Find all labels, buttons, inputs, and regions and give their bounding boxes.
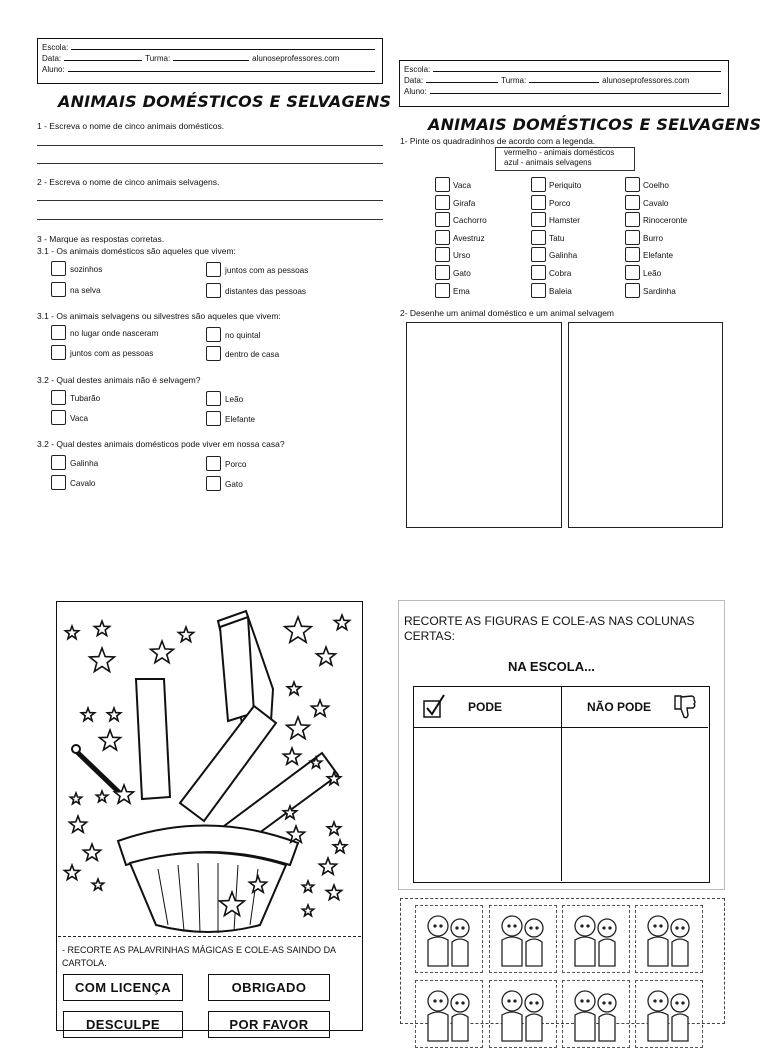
answer-line[interactable]	[37, 163, 383, 164]
checkbox[interactable]	[51, 345, 66, 360]
escola-line: Escola:	[42, 41, 378, 52]
star-icon	[92, 879, 103, 890]
option-label: na selva	[70, 286, 101, 295]
aluno-line: Aluno:	[42, 63, 378, 74]
left-q31b: 3.1 - Os animais selvagens ou silvestres são aqueles que vivem:	[37, 311, 281, 321]
animal-label: Periquito	[549, 181, 582, 190]
checkbox[interactable]	[206, 346, 221, 361]
animal-label: Cavalo	[643, 198, 669, 208]
animal-checkbox[interactable]	[531, 177, 546, 192]
animal-checkbox[interactable]	[625, 247, 640, 262]
column-pode: PODE	[468, 700, 503, 714]
animal-checkbox[interactable]	[435, 195, 450, 210]
child-figure-icon	[563, 906, 629, 972]
option-label: juntos com as pessoas	[225, 266, 309, 275]
checkbox[interactable]	[206, 327, 221, 342]
answer-line[interactable]	[37, 219, 383, 220]
escola-line: Escola:	[404, 63, 724, 74]
checkbox[interactable]	[206, 411, 221, 426]
child-figure-icon	[490, 906, 556, 972]
left-q32b: 3.2 - Qual destes animais domésticos pode viver em nossa casa?	[37, 439, 285, 449]
data-field[interactable]	[426, 82, 498, 83]
turma-field[interactable]	[529, 82, 599, 83]
star-icon	[64, 865, 79, 880]
animal-label: Urso	[453, 251, 471, 261]
option-label: distantes das pessoas	[225, 287, 307, 296]
color-legend	[495, 147, 635, 171]
animal-checkbox[interactable]	[435, 247, 450, 262]
cutout-scene-card[interactable]	[562, 905, 630, 973]
checkbox[interactable]	[51, 261, 66, 276]
animal-checkbox[interactable]	[435, 265, 450, 280]
right-q1: 1- Pinte os quadradinhos de acordo com a legenda.	[400, 136, 596, 146]
star-icon	[317, 647, 336, 665]
left-q2: 2 - Escreva o nome de cinco animais selvagens.	[37, 177, 220, 187]
legend-red: vermelho - animais domésticos	[504, 148, 615, 157]
option-label: dentro de casa	[225, 350, 280, 359]
aluno-field[interactable]	[430, 93, 721, 94]
star-icon	[285, 617, 312, 642]
animal-label: Vaca	[453, 181, 472, 190]
option-label: Gato	[225, 480, 243, 489]
draw-box-domestic[interactable]	[406, 322, 562, 528]
option-label: Elefante	[225, 415, 256, 424]
left-q1: 1 - Escreva o nome de cinco animais domésticos.	[37, 121, 225, 131]
star-icon	[283, 748, 300, 764]
checkbox[interactable]	[206, 262, 221, 277]
animal-label: Galinha	[549, 251, 578, 261]
star-icon	[100, 730, 121, 750]
checkbox[interactable]	[51, 282, 66, 297]
cutout-scene-card[interactable]	[635, 980, 703, 1048]
star-icon	[83, 844, 100, 860]
site-label: alunoseprofessores.com	[252, 54, 340, 63]
option-label: juntos com as pessoas	[70, 349, 154, 358]
checkbox[interactable]	[206, 283, 221, 298]
option-label: Galinha	[70, 459, 99, 468]
star-icon	[311, 700, 328, 716]
star-icon	[287, 717, 310, 739]
star-icon	[81, 708, 94, 721]
star-icon	[334, 615, 349, 630]
star-icon	[327, 822, 340, 835]
animal-label: Cachorro	[453, 216, 487, 226]
word-obrigado[interactable]: OBRIGADO	[208, 974, 330, 1001]
data-field[interactable]	[64, 60, 142, 61]
animal-checkbox[interactable]	[531, 283, 546, 298]
cutout-scene-card[interactable]	[562, 980, 630, 1048]
data-line: Data: Turma: alunoseprofessores.com	[42, 54, 340, 63]
child-figure-icon	[636, 981, 702, 1047]
magic-instruction: - RECORTE AS PALAVRINHAS MÁGICAS E COLE-AS SAINDO DA CARTOLA.	[62, 945, 336, 968]
answer-line[interactable]	[37, 145, 383, 146]
escola-field[interactable]	[433, 71, 721, 72]
paper-strip	[136, 679, 170, 799]
option-label: no quintal	[225, 331, 261, 340]
school-subtitle: NA ESCOLA...	[508, 659, 595, 674]
cutout-scene-card[interactable]	[489, 905, 557, 973]
animal-label: Porco	[549, 198, 571, 208]
checkbox[interactable]	[206, 456, 221, 471]
checkbox[interactable]	[206, 476, 221, 491]
child-figure-icon	[636, 906, 702, 972]
option-label: no lugar onde nasceram	[70, 329, 159, 338]
option-label: Leão	[225, 395, 244, 404]
option-label: Tubarão	[70, 394, 101, 403]
animal-checkbox[interactable]	[435, 230, 450, 245]
star-icon	[302, 881, 313, 892]
animal-label: Girafa	[453, 198, 476, 208]
thumbs-down-icon	[672, 693, 698, 721]
child-figure-icon	[416, 906, 482, 972]
star-icon	[302, 905, 313, 916]
magic-hat-illustration	[58, 603, 361, 933]
sort-table	[413, 686, 710, 883]
right-q2: 2- Desenhe um animal doméstico e um animal selvagem	[400, 308, 615, 318]
animal-label: Tatu	[549, 233, 565, 243]
table-column-divider	[561, 687, 562, 881]
animal-checkbox[interactable]	[531, 265, 546, 280]
hat-dashed-divider	[58, 936, 361, 937]
draw-box-wild[interactable]	[568, 322, 723, 528]
animal-label: Sardinha	[643, 286, 676, 296]
right-title: ANIMAIS DOMÉSTICOS E SELVAGENS	[428, 115, 762, 134]
star-icon	[319, 858, 336, 874]
answer-line[interactable]	[37, 200, 383, 201]
animal-checkbox[interactable]	[625, 212, 640, 227]
animal-label: Baleia	[549, 286, 572, 296]
star-icon	[326, 885, 341, 900]
animal-label: Gato	[453, 269, 471, 278]
word-desculpe[interactable]: DESCULPE	[63, 1011, 183, 1038]
animal-checkbox[interactable]	[625, 265, 640, 280]
star-icon	[107, 708, 120, 721]
animal-label: Cobra	[549, 269, 572, 278]
star-icon	[94, 621, 109, 636]
cutout-scene-card[interactable]	[415, 905, 483, 973]
turma-field[interactable]	[173, 60, 249, 61]
cutout-scene-card[interactable]	[415, 980, 483, 1048]
star-icon	[151, 641, 174, 663]
star-icon	[70, 793, 81, 804]
data-line: Data: Turma: alunoseprofessores.com	[404, 76, 690, 85]
checkbox[interactable]	[51, 390, 66, 405]
animal-checkbox[interactable]	[531, 212, 546, 227]
animal-checkbox[interactable]	[531, 195, 546, 210]
animal-label: Rinoceronte	[643, 216, 688, 226]
checkbox[interactable]	[206, 391, 221, 406]
star-icon	[96, 791, 107, 802]
child-figure-icon	[416, 981, 482, 1047]
left-header-box	[37, 38, 383, 84]
child-figure-icon	[490, 981, 556, 1047]
right-header-box	[399, 60, 729, 107]
left-q3: 3 - Marque as respostas corretas.	[37, 234, 165, 244]
checkbox[interactable]	[51, 410, 66, 425]
animal-checkbox[interactable]	[435, 212, 450, 227]
animal-label: Coelho	[643, 181, 669, 190]
animal-checkbox[interactable]	[625, 283, 640, 298]
animal-checkbox[interactable]	[625, 230, 640, 245]
star-icon	[333, 840, 346, 853]
checkbox-check-icon	[422, 693, 446, 719]
word-por-favor[interactable]: POR FAVOR	[208, 1011, 330, 1038]
paper-strip	[220, 617, 254, 721]
aluno-field[interactable]	[68, 71, 375, 72]
legend-blue: azul - animais selvagens	[504, 158, 592, 167]
option-label: Porco	[225, 460, 247, 469]
animal-label: Hamster	[549, 216, 580, 226]
checkbox[interactable]	[51, 455, 66, 470]
animal-checkbox[interactable]	[531, 247, 546, 262]
site-label: alunoseprofessores.com	[602, 76, 690, 85]
left-q31a: 3.1 - Os animais domésticos são aqueles que vivem:	[37, 246, 236, 256]
animal-label: Ema	[453, 286, 470, 296]
school-instruction: RECORTE AS FIGURAS E COLE-AS NAS COLUNAS CERTAS:	[404, 614, 695, 643]
option-label: Cavalo	[70, 479, 96, 488]
star-icon	[287, 682, 300, 695]
star-icon	[69, 816, 86, 832]
option-label: sozinhos	[70, 265, 103, 274]
animal-label: Elefante	[643, 251, 674, 261]
word-com-licenca[interactable]: COM LICENÇA	[63, 974, 183, 1001]
column-nao-pode: NÃO PODE	[587, 700, 652, 714]
cutout-scene-card[interactable]	[635, 905, 703, 973]
star-icon	[90, 648, 115, 672]
animal-label: Burro	[643, 233, 664, 243]
aluno-line: Aluno:	[404, 85, 724, 96]
animal-checkbox[interactable]	[435, 283, 450, 298]
animal-label: Leão	[643, 269, 662, 278]
star-icon	[65, 626, 78, 639]
left-q32a: 3.2 - Qual destes animais não é selvagem?	[37, 375, 201, 385]
checkbox[interactable]	[51, 325, 66, 340]
checkbox[interactable]	[51, 475, 66, 490]
star-icon	[178, 627, 193, 642]
animal-checkbox[interactable]	[625, 177, 640, 192]
animal-checkbox[interactable]	[435, 177, 450, 192]
left-title: ANIMAIS DOMÉSTICOS E SELVAGENS	[58, 92, 392, 111]
animal-label: Avestruz	[453, 233, 485, 243]
option-label: Vaca	[70, 414, 89, 423]
animal-checkbox[interactable]	[625, 195, 640, 210]
escola-field[interactable]	[71, 49, 375, 50]
child-figure-icon	[563, 981, 629, 1047]
animal-checkbox[interactable]	[531, 230, 546, 245]
cutout-scene-card[interactable]	[489, 980, 557, 1048]
